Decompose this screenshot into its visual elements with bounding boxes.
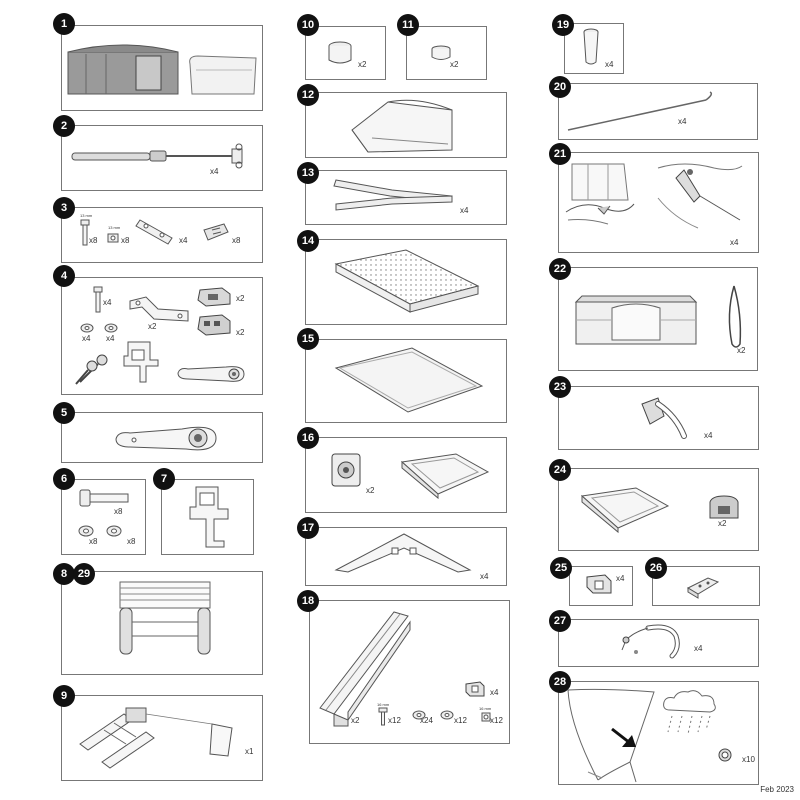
quantity-label: x4 — [480, 572, 489, 581]
part-number-13: 13 — [297, 162, 319, 184]
part-number-19: 19 — [552, 14, 574, 36]
quantity-label: x4 — [730, 238, 739, 247]
washer-icon — [78, 525, 94, 537]
part-number-25: 25 — [550, 557, 572, 579]
quantity-label: x10 — [742, 755, 755, 764]
mounting-bracket-drawing — [120, 340, 162, 384]
quantity-label: x2 — [148, 322, 157, 331]
awning-rod-drawing — [654, 158, 746, 236]
quantity-label: x1 — [245, 747, 254, 756]
rain-cloud-icon — [660, 688, 720, 738]
plug-icon — [196, 313, 232, 337]
mounting-bracket-drawing — [128, 295, 192, 325]
part-number-22: 22 — [549, 258, 571, 280]
quantity-label: x12 — [490, 716, 503, 725]
quantity-label: x24 — [420, 716, 433, 725]
cap-icon — [430, 44, 452, 62]
cap-icon — [326, 40, 354, 66]
ladder-drawing — [112, 578, 218, 658]
lever-arm-drawing — [176, 363, 248, 385]
washer-icon — [106, 525, 122, 537]
washer-icon — [440, 710, 454, 720]
grommet-icon — [718, 748, 732, 762]
lock-icon — [708, 494, 740, 522]
size-label: 13 mm — [80, 213, 93, 218]
bolt-icon — [80, 488, 130, 508]
part-number-11: 11 — [397, 14, 419, 36]
part-number-20: 20 — [549, 76, 571, 98]
quantity-label: x2 — [236, 294, 245, 303]
tube-icon — [582, 28, 600, 66]
mattress-drawing — [334, 248, 480, 314]
quantity-label: x4 — [210, 167, 219, 176]
part-number-28: 28 — [549, 671, 571, 693]
storage-bag-drawing — [348, 98, 458, 156]
quantity-label: x2 — [358, 60, 367, 69]
part-number-16: 16 — [297, 427, 319, 449]
tie-strap-drawing — [618, 622, 680, 660]
hinge-drawing — [328, 450, 368, 490]
part-number-26: 26 — [645, 557, 667, 579]
part-number-9: 9 — [53, 685, 75, 707]
quantity-label: x8 — [232, 236, 241, 245]
awning-rod-drawing — [564, 160, 636, 230]
part-number-7: 7 — [153, 468, 175, 490]
buckle-strap-drawing — [636, 394, 688, 440]
part-number-23: 23 — [549, 376, 571, 398]
key-icon — [72, 352, 112, 388]
strap-drawing — [332, 176, 458, 212]
quantity-label: x12 — [454, 716, 467, 725]
bungee-cord-drawing — [724, 284, 744, 350]
bracket-plate-icon — [136, 216, 176, 246]
washer-icon — [80, 323, 94, 333]
quantity-label: x4 — [605, 60, 614, 69]
quantity-label: x4 — [179, 236, 188, 245]
quantity-label: x12 — [388, 716, 401, 725]
footer-date: Feb 2023 — [760, 785, 794, 794]
washer-icon — [104, 323, 118, 333]
quantity-label: x4 — [704, 431, 713, 440]
lever-arm-drawing — [112, 421, 222, 455]
quantity-label: x8 — [89, 537, 98, 546]
quantity-label: x4 — [490, 688, 499, 697]
part-number-24: 24 — [549, 459, 571, 481]
tent-pole-drawing — [566, 92, 716, 132]
mattress-cover-drawing — [334, 346, 486, 416]
quantity-label: x4 — [694, 644, 703, 653]
quantity-label: x4 — [103, 298, 112, 307]
part-number-8: 8 — [53, 563, 75, 585]
part-number-1: 1 — [53, 13, 75, 35]
rail-drawing — [316, 608, 416, 728]
tent-lid-drawing — [578, 486, 672, 532]
plug-icon — [196, 286, 232, 308]
part-number-6: 6 — [53, 468, 75, 490]
quantity-label: x4 — [106, 334, 115, 343]
quantity-label: x4 — [82, 334, 91, 343]
part-number-15: 15 — [297, 328, 319, 350]
quantity-label: x8 — [114, 507, 123, 516]
part-number-21: 21 — [549, 143, 571, 165]
quantity-label: x2 — [366, 486, 375, 495]
part-number-5: 5 — [53, 402, 75, 424]
size-label: 16 mm — [377, 702, 390, 707]
quantity-label: x2 — [351, 716, 360, 725]
part-number-14: 14 — [297, 230, 319, 252]
quantity-label: x8 — [121, 236, 130, 245]
quantity-label: x8 — [127, 537, 136, 546]
quantity-label: x2 — [450, 60, 459, 69]
bolt-icon — [93, 287, 103, 313]
tent-drawing — [66, 40, 256, 100]
bolt-icon — [379, 708, 387, 726]
ladder-drawing — [74, 704, 234, 774]
gas-strut-drawing — [72, 145, 248, 169]
part-number-18: 18 — [297, 590, 319, 612]
quantity-label: x2 — [236, 328, 245, 337]
part-number-4: 4 — [53, 265, 75, 287]
quantity-label: x2 — [718, 519, 727, 528]
quantity-label: x2 — [737, 346, 746, 355]
quantity-label: x4 — [460, 206, 469, 215]
clip-icon — [585, 573, 613, 595]
corner-bracket-drawing — [334, 528, 474, 574]
part-number-10: 10 — [297, 14, 319, 36]
part-number-2: 2 — [53, 115, 75, 137]
part-number-3: 3 — [53, 197, 75, 219]
quantity-label: x4 — [678, 117, 687, 126]
mounting-bracket-drawing — [186, 485, 232, 549]
part-number-29: 29 — [73, 563, 95, 585]
part-number-27: 27 — [549, 610, 571, 632]
nut-icon — [107, 232, 119, 244]
size-label: 16 mm — [479, 706, 492, 711]
mounting-plate-icon — [686, 574, 720, 598]
arrow-icon — [610, 727, 638, 749]
tent-lid-drawing — [398, 452, 492, 498]
clamp-icon — [202, 222, 230, 242]
part-number-12: 12 — [297, 84, 319, 106]
quantity-label: x4 — [616, 574, 625, 583]
clip-icon — [464, 680, 486, 698]
quantity-label: x8 — [89, 236, 98, 245]
tent-body-drawing — [572, 290, 702, 350]
part-number-17: 17 — [297, 517, 319, 539]
size-label: 13 mm — [108, 225, 121, 230]
